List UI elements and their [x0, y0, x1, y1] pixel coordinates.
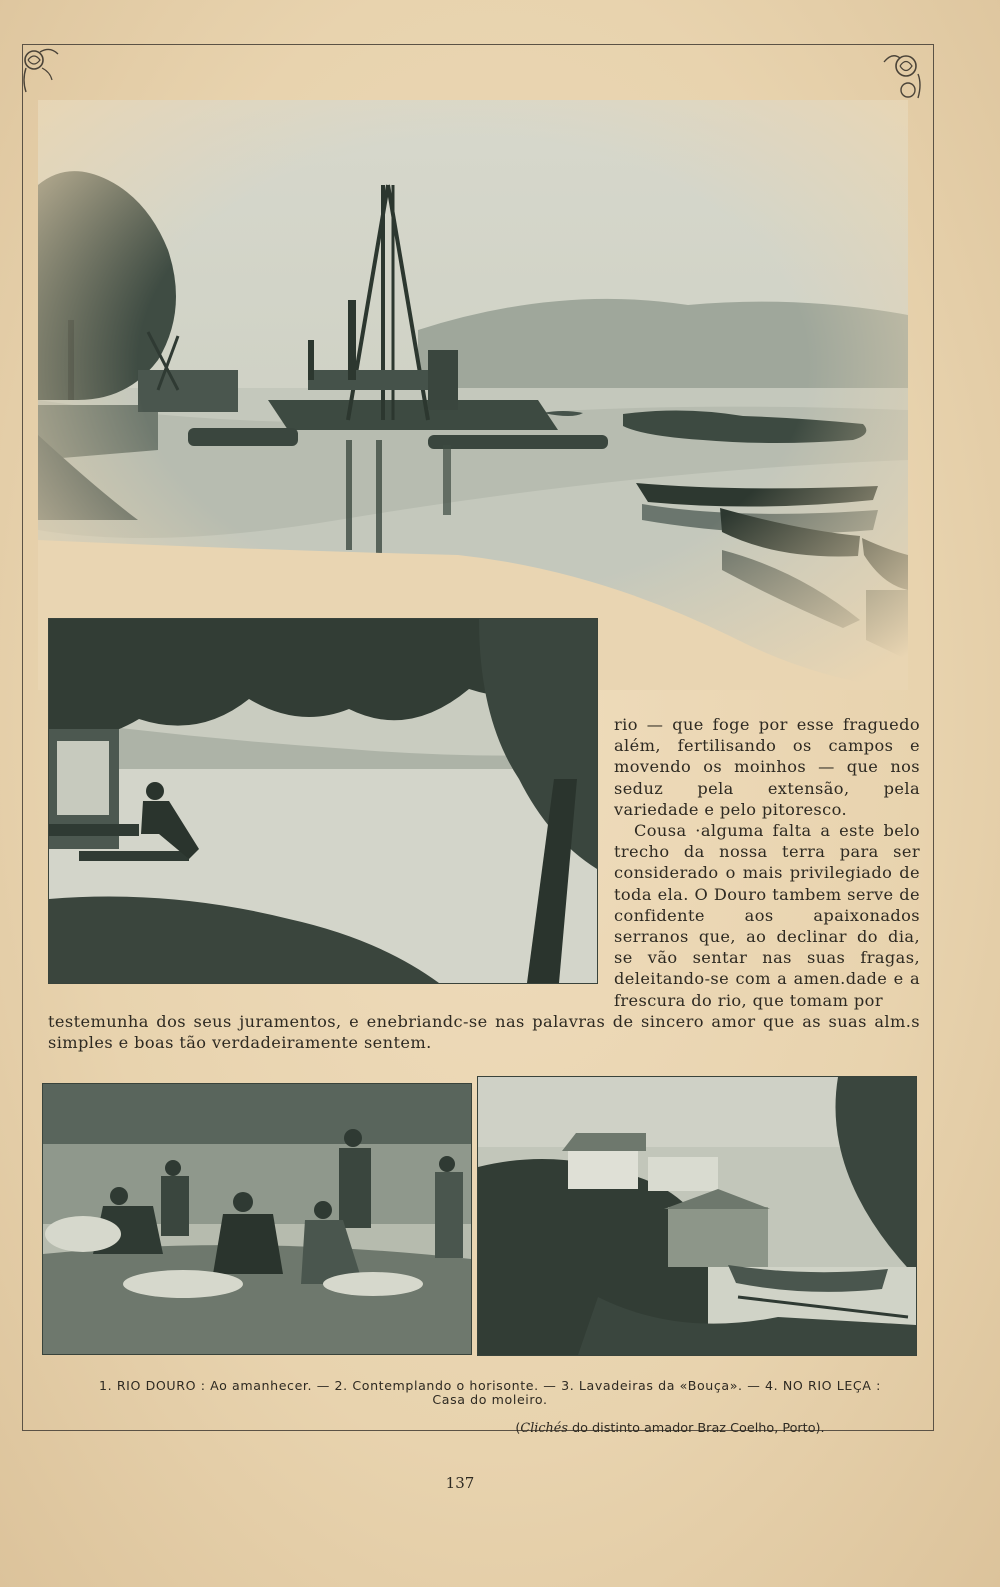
article-text-continuation: testemunha dos seus juramentos, e enebriandc-se nas palavras de sincero amor que as suas alm.s simples e boas tão verdadeiramente sentem. [48, 1012, 920, 1053]
floral-ornament-icon-top-right [880, 44, 924, 104]
photo-casa-do-moleiro [477, 1076, 917, 1356]
photo-credit [470, 1421, 870, 1436]
paragraph-1: rio — que foge por esse fraguedo além, fertilisando os campos e movendo os moinhos — que nos seduz pela extensão, pela variedade e pelo pitoresco. [614, 715, 920, 819]
credit-rest: do distinto amador Braz Coelho, Porto). [567, 1421, 825, 1436]
caption-line-1: 1. RIO DOURO : Ao amanhecer. — 2. Contemplando o horisonte. — 3. Lavadeiras da «Bouça». — 4. NO RIO LEÇA : [99, 1378, 881, 1393]
paragraph-2: Cousa ·alguma falta a este belo trecho da nossa terra para ser considerado o mais privilegiado de toda ela. O Douro tambem serve de confidente aos apaixonados serranos que, ao declinar do dia, se vão sentar nas suas fragas, deleitando-se com a amen.dade e a frescura do rio, que tomam por [614, 821, 920, 1010]
photo-caption [50, 1379, 930, 1407]
floral-ornament-icon-top-left [18, 38, 62, 98]
credit-open: ( [515, 1421, 521, 1436]
photo-rio-douro-amanhecer [38, 100, 908, 690]
page-number: 137 [445, 1474, 475, 1492]
photo-contemplando-horisonte [48, 618, 598, 984]
photo-lavadeiras-bouca [42, 1083, 472, 1355]
article-text-column [614, 714, 920, 1011]
credit-italic: Clichés [520, 1421, 568, 1436]
caption-line-2: Casa do moleiro. [432, 1392, 548, 1407]
